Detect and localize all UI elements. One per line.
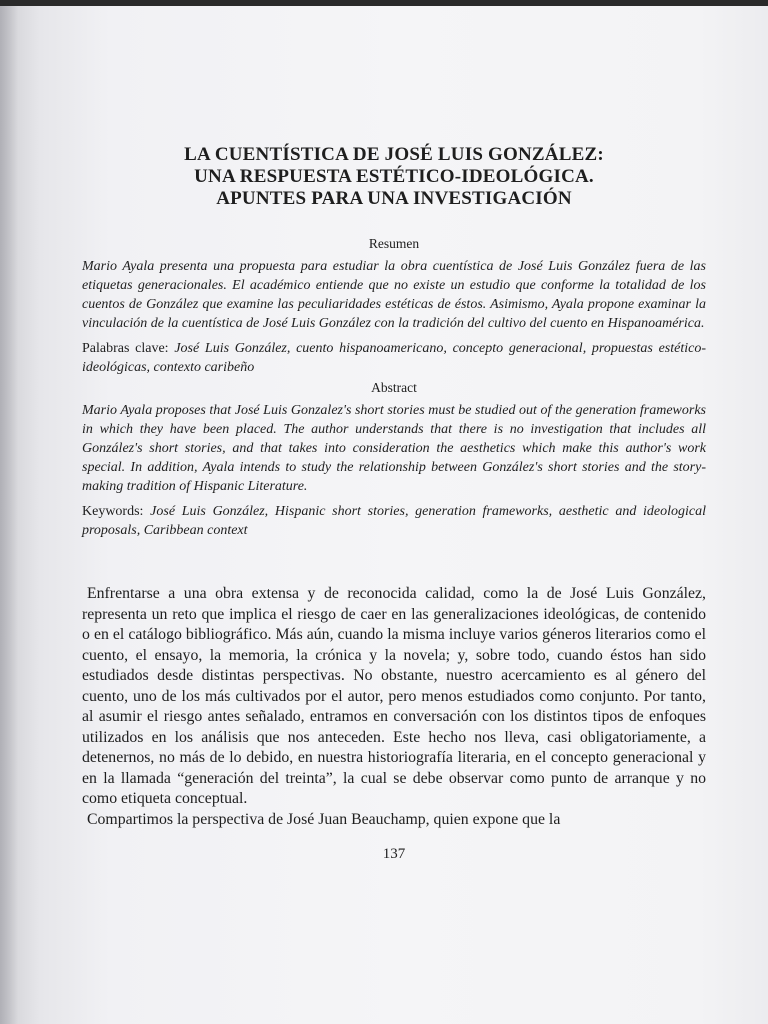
abstract-heading: Abstract (371, 380, 417, 395)
scan-top-edge (0, 0, 768, 6)
palabras-clave (82, 339, 706, 377)
palabras-clave-label: Palabras clave: (82, 341, 169, 356)
keywords-list: José Luis González, Hispanic short stories, generation frameworks, aesthetic and ideological proposals, Caribbean context (82, 504, 707, 538)
resumen-text: Mario Ayala presenta una propuesta para estudiar la obra cuentística de José Luis González fuera de las etiquetas generacionales. El académico entiende que no existe un estudio que conforme la totalidad de los cuentos de González que examine las peculiaridades estéticas de éstos. Asimismo, Ayala propone examinar la vinculación de la cuentística de José Luis González con la tradición del cultivo del cuento en Hispanoamérica. (82, 259, 706, 331)
title-line-2: UNA RESPUESTA ESTÉTICO-IDEOLÓGICA. (194, 166, 594, 187)
resumen-heading: Resumen (368, 236, 420, 251)
article-content (82, 144, 706, 863)
title-line-1: LA CUENTÍSTICA DE JOSÉ LUIS GONZÁLEZ: (184, 144, 604, 165)
page-number: 137 (382, 846, 406, 862)
keywords-label: Keywords: (82, 504, 144, 519)
abstract-text: Mario Ayala proposes that José Luis Gonzalez's short stories must be studied out of the generation frameworks in which they have been placed. The author understands that there is no investigation that includes all González's short stories, and that takes into consideration the aesthetics which make this author's work special. In addition, Ayala intends to study the relationship between González's short stories and the story-making tradition of Hispanic Literature. (82, 403, 706, 494)
body-paragraph-2: Compartimos la perspectiva de José Juan Beauchamp, quien expone que la (87, 810, 561, 828)
keywords (82, 502, 706, 540)
title-line-3: APUNTES PARA UNA INVESTIGACIÓN (216, 188, 572, 209)
article-title (82, 144, 706, 210)
binding-shadow (0, 6, 18, 1024)
body-paragraph-1: Enfrentarse a una obra extensa y de reconocida calidad, como la de José Luis González, representa un reto que implica el riesgo de caer en las generalizaciones ideológicas, de contenido o en el catálogo bibliográfico. Más aún, cuando la misma incluye varios géneros literarios como el cuento, el ensayo, la memoria, la crónica y la novela; y, sobre todo, cuando éstos han sido estudiados desde distintas perspectivas. No obstante, nuestro acercamiento es al género del cuento, uno de los más cultivados por el autor, pero menos estudiados como conjunto. Por tanto, al asumir el riesgo antes señalado, entramos en conversación con los distintos tipos de enfoques utilizados en los análisis que nos anteceden. Este hecho nos lleva, casi obligatoriamente, a detenernos, no más de lo debido, en nuestra historiografía literaria, en el concepto generacional y en la llamada “generación del treinta”, la cual se debe observar como punto de arranque y no como etiqueta conceptual. (82, 585, 706, 807)
palabras-clave-list: José Luis González, cuento hispanoamericano, concepto generacional, propuestas estético-ideológicas, contexto caribeño (82, 341, 706, 375)
